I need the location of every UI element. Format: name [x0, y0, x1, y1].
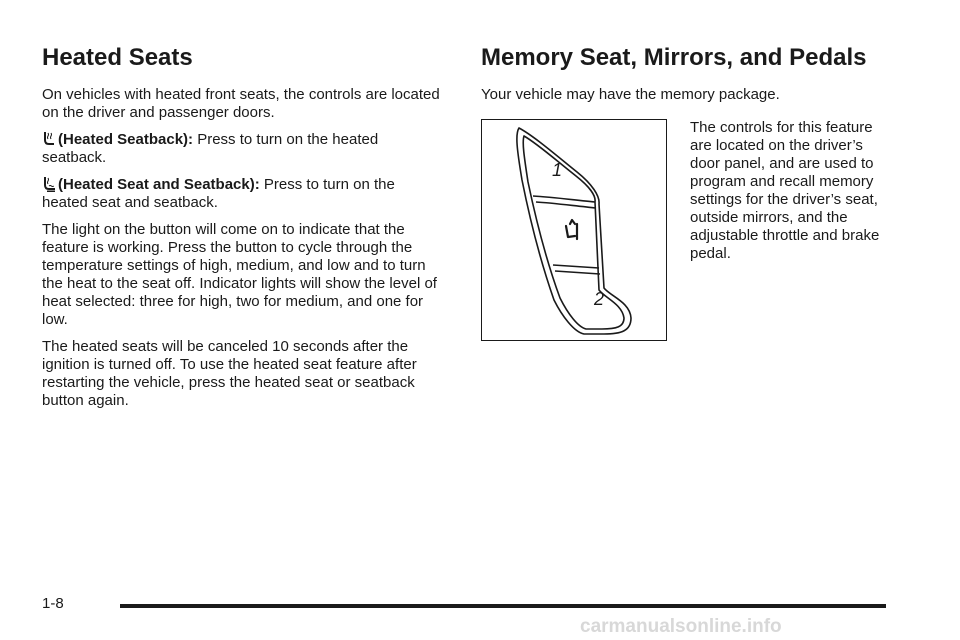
heated-seatback-text: Press to turn on the heated seatback.	[42, 131, 379, 166]
indicator-light-paragraph: The light on the button will come on to indicate that the feature is working. Press the button to cycle through the temperature settings of high, medium, and low and to turn the heat to the seat off. Indicator lights will show the level of heat selected: three for high, two for medium, and one for low.	[42, 221, 437, 328]
cancel-paragraph: The heated seats will be canceled 10 seconds after the ignition is turned off. To use the heated seat feature after restarting the vehicle, press the heated seat or seatback button again.	[42, 338, 417, 409]
memory-seat-intro: Your vehicle may have the memory package.	[481, 86, 780, 103]
memory-set-icon	[566, 220, 577, 239]
memory-seat-section	[481, 42, 901, 309]
memory-controls-description: The controls for this feature are located on the driver’s door panel, and are used to program and recall memory settings for the driver’s seat, outside mirrors, and the adjustable throttle and brake pedal.	[690, 119, 880, 262]
heated-seatback-item	[42, 131, 442, 167]
memory-buttons-illustration	[482, 120, 665, 339]
heated-seatback-label: (Heated Seatback):	[58, 131, 194, 148]
watermark: carmanualsonline.info	[580, 616, 782, 637]
heated-seat-and-seatback-item	[42, 176, 442, 212]
heated-seat-and-seatback-label: (Heated Seat and Seatback):	[58, 176, 260, 193]
footer-rule	[120, 604, 886, 608]
memory-seat-heading: Memory Seat, Mirrors, and Pedals	[481, 44, 867, 71]
page-number: 1-8	[42, 595, 64, 612]
heated-seats-intro: On vehicles with heated front seats, the controls are located on the driver and passenger doors.	[42, 86, 440, 121]
memory-button-1-label: 1	[552, 160, 563, 180]
heated-seats-heading: Heated Seats	[42, 44, 193, 71]
heated-seatback-icon	[42, 131, 56, 147]
heated-seat-and-seatback-text: Press to turn on the heated seat and seatback.	[42, 176, 395, 211]
memory-controls-figure	[481, 119, 667, 341]
heated-seat-and-seatback-icon	[42, 176, 56, 192]
memory-button-2-label: 2	[594, 289, 605, 309]
heated-seats-section	[42, 42, 442, 419]
